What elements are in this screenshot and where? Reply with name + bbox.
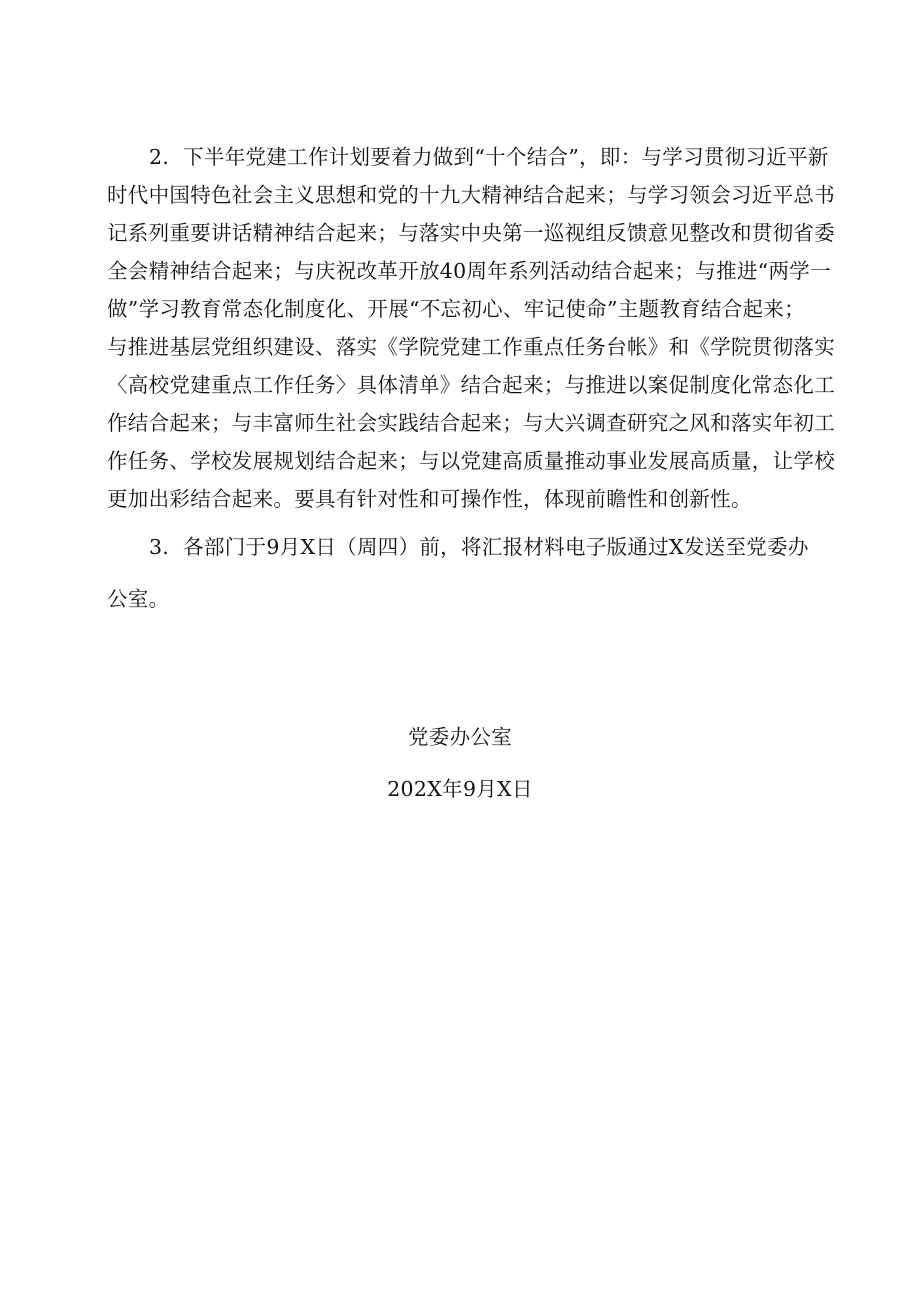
text-line: 公室。 [107, 587, 170, 611]
text-line: 作结合起来；与丰富师生社会实践结合起来；与大兴调查研究之风和落实年初工 [107, 411, 835, 435]
text-line: 全会精神结合起来；与庆祝改革开放40周年系列活动结合起来；与推进“两学一 [107, 259, 831, 283]
paragraph-item-2 [107, 138, 835, 518]
signature-date: 202X年9月X日 [387, 777, 533, 801]
text-line: 时代中国特色社会主义思想和党的十九大精神结合起来；与学习领会习近平总书 [107, 183, 835, 207]
text-line: 〈高校党建重点工作任务〉具体清单》结合起来；与推进以案促制度化常态化工 [107, 373, 835, 397]
text-line: 3．各部门于9月X日（周四）前，将汇报材料电子版通过X发送至党委办 [149, 535, 809, 559]
text-line: 与推进基层党组织建设、落实《学院党建工作重点任务台帐》和《学院贯彻落实 [107, 335, 835, 359]
text-line: 2．下半年党建工作计划要着力做到“十个结合”，即：与学习贯彻习近平新 [149, 145, 829, 169]
signature-organization: 党委办公室 [408, 725, 512, 749]
text-line: 记系列重要讲话精神结合起来；与落实中央第一巡视组反馈意见整改和贯彻省委 [107, 221, 835, 245]
text-line: 做”学习教育常态化制度化、开展“不忘初心、牢记使命”主题教育结合起来； [107, 297, 805, 321]
paragraph-item-3 [107, 528, 823, 618]
document-body [107, 138, 835, 618]
text-line: 更加出彩结合起来。要具有针对性和可操作性，体现前瞻性和创新性。 [107, 487, 752, 511]
text-line: 作任务、学校发展规划结合起来；与以党建高质量推动事业发展高质量，让学校 [107, 449, 835, 473]
